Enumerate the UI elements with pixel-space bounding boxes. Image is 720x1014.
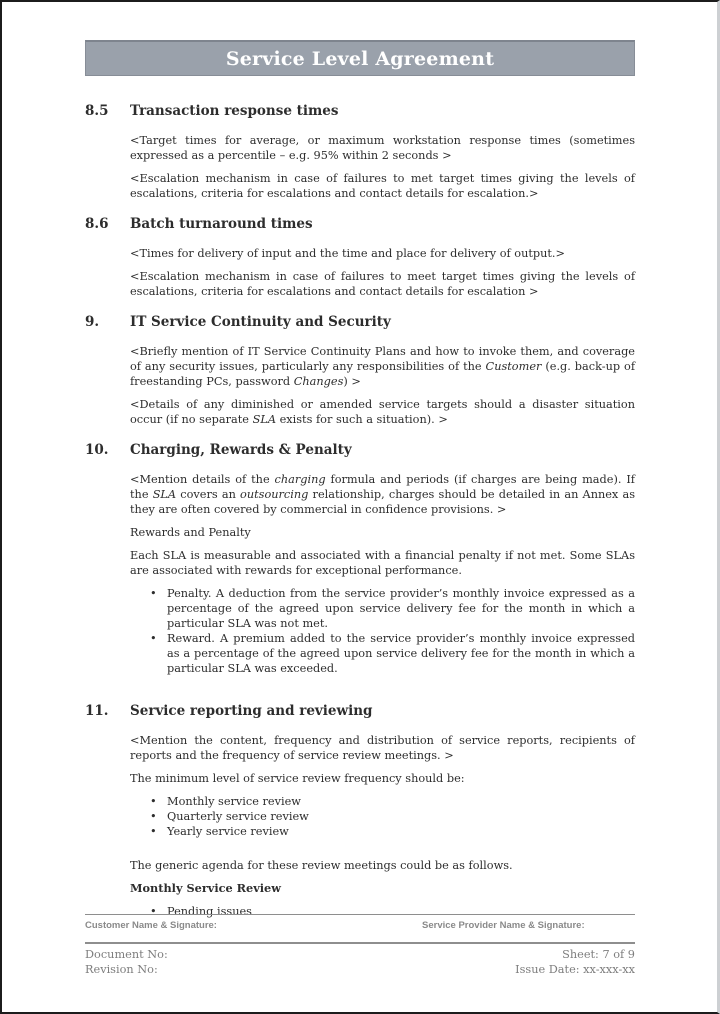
- paragraph: [130, 344, 635, 389]
- page-footer: [85, 914, 635, 977]
- page-title: Service Level Agreement: [225, 47, 495, 70]
- paragraph: [130, 397, 635, 427]
- italic-run: SLA: [152, 488, 177, 501]
- text-run: <Times for delivery of input and the time and place for delivery of output.>: [130, 247, 565, 260]
- sheet-number: Sheet: 7 of 9: [562, 948, 635, 961]
- text-run: <Briefly mention of IT Service Continuity Plans and how to invoke them, and coverage of any security issues, particularly any responsibilities of the: [130, 345, 635, 373]
- section-heading: [85, 313, 635, 331]
- section-number: 9.: [85, 314, 100, 330]
- footer-info: [85, 944, 635, 977]
- section-heading: [85, 702, 635, 720]
- text-run: The generic agenda for these review meetings could be as follows.: [130, 859, 513, 872]
- bullet-item: • Yearly service review: [85, 824, 635, 839]
- section-title: Batch turnaround times: [130, 216, 313, 232]
- text-run: covers an: [176, 488, 241, 501]
- text-run: (e.g. back-up of freestanding PCs, password: [130, 360, 636, 388]
- revision-no-label: Revision No:: [85, 963, 158, 976]
- bullet-item: • Pending issues: [85, 904, 635, 919]
- text-run: <Target times for average, or maximum workstation response times (sometimes expressed as a percentile – e.g. 95% within 2 seconds >: [130, 134, 635, 162]
- paragraph: [130, 472, 635, 517]
- customer-signature-label: Customer Name & Signature:: [85, 920, 217, 931]
- footer-info-left: [85, 947, 168, 977]
- paragraph: [130, 133, 635, 163]
- text-run: ) >: [343, 375, 361, 388]
- paragraph: [130, 881, 635, 896]
- section-number: 8.5: [85, 103, 109, 119]
- italic-run: charging: [274, 473, 326, 486]
- section-heading: [85, 102, 635, 120]
- bullet-item: • Monthly service review: [85, 794, 635, 809]
- text-run: <Escalation mechanism in case of failures to meet target times giving the levels of escalations, criteria for escalations and contact details for escalation >: [130, 270, 635, 298]
- issue-date: Issue Date: xx-xxx-xx: [515, 963, 635, 976]
- italic-run: Changes: [293, 375, 344, 388]
- text-run: <Mention details of the: [130, 473, 275, 486]
- text-run: The minimum level of service review frequency should be:: [130, 772, 465, 785]
- section-title: Charging, Rewards & Penalty: [130, 442, 352, 458]
- footer-info-right: [515, 947, 635, 977]
- paragraph: [130, 269, 635, 299]
- text-run: <Details of any diminished or amended service targets should a disaster situation occur (if no separate: [130, 398, 635, 426]
- italic-run: Customer: [485, 360, 542, 373]
- italic-run: SLA: [252, 413, 276, 426]
- text-run: Rewards and Penalty: [130, 526, 251, 539]
- italic-run: outsourcing: [240, 488, 309, 501]
- bullet-item: • Penalty. A deduction from the service provider’s monthly invoice expressed as a percentage of the agreed upon service delivery fee for the month in which a particular SLA was not met.: [85, 586, 635, 631]
- text-run: Each SLA is measurable and associated with a financial penalty if not met. Some SLAs are associated with rewards for exceptional performance.: [130, 549, 635, 577]
- document-no-label: Document No:: [85, 948, 168, 961]
- paragraph: [130, 548, 635, 578]
- provider-signature-label: Service Provider Name & Signature:: [422, 920, 585, 931]
- section-title: IT Service Continuity and Security: [130, 314, 391, 330]
- bullet-list: [85, 794, 635, 839]
- document-body: [85, 102, 635, 919]
- bullet-item: • Reward. A premium added to the service provider’s monthly invoice expressed as a percentage of the agreed upon service delivery fee for the month in which a particular SLA was exceeded.: [85, 631, 635, 676]
- bullet-list: [85, 586, 635, 676]
- text-run: Monthly Service Review: [130, 881, 281, 895]
- text-run: <Escalation mechanism in case of failures to met target times giving the levels of escalations, criteria for escalations and contact details for escalation.>: [130, 172, 635, 200]
- paragraph: [130, 771, 635, 786]
- section-heading: [85, 441, 635, 459]
- bullet-item: • Quarterly service review: [85, 809, 635, 824]
- section-title: Service reporting and reviewing: [130, 703, 373, 719]
- paragraph: [130, 171, 635, 201]
- section-number: 8.6: [85, 216, 109, 232]
- text-run: exists for such a situation). >: [276, 413, 448, 426]
- section-number: 10.: [85, 442, 109, 458]
- section-number: 11.: [85, 703, 109, 719]
- title-bar: [85, 40, 635, 76]
- paragraph: [130, 246, 635, 261]
- text-run: relationship, charges should be detailed in an Annex as they are often covered by commercial in confidence provisions. >: [130, 488, 636, 516]
- text-run: formula and periods (if charges are being made). If the: [130, 473, 635, 501]
- paragraph: [130, 525, 635, 540]
- paragraph: [130, 858, 635, 873]
- text-run: <Mention the content, frequency and distribution of service reports, recipients of reports and the frequency of service review meetings. >: [130, 734, 635, 762]
- paragraph: [130, 733, 635, 763]
- signature-row: [85, 915, 635, 942]
- section-title: Transaction response times: [130, 103, 339, 119]
- section-heading: [85, 215, 635, 233]
